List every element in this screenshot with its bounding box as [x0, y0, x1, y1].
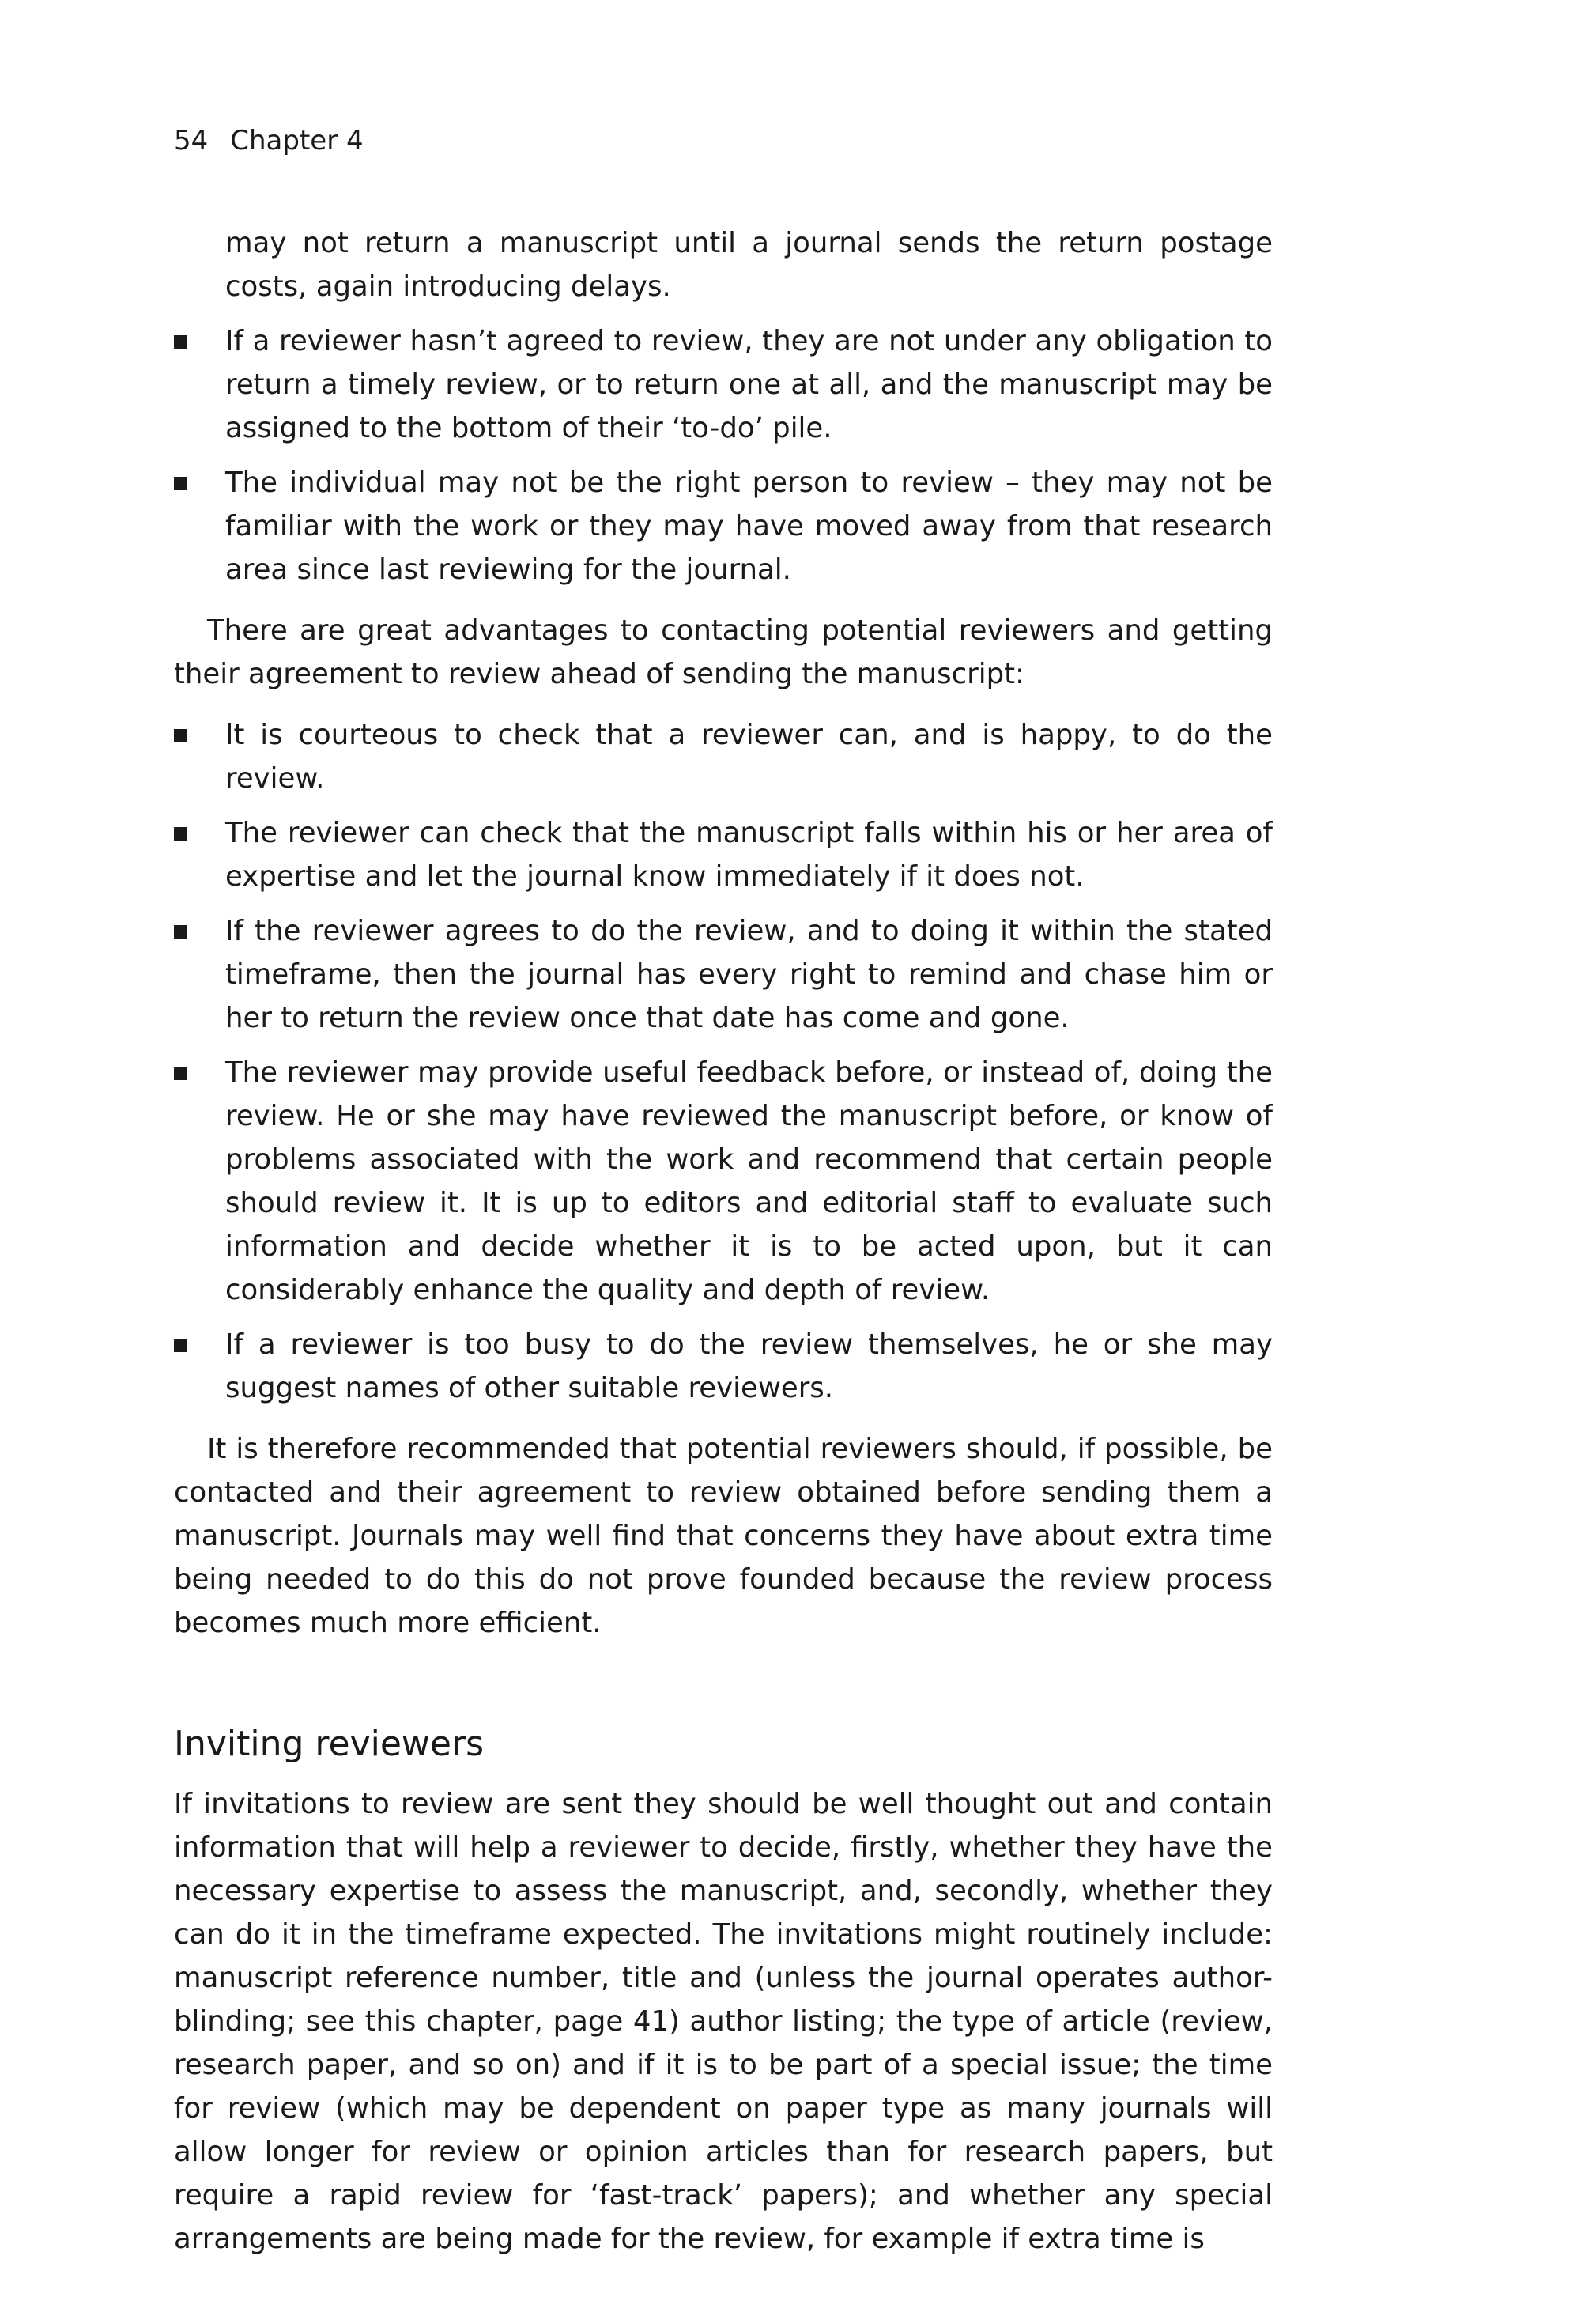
- list-item-text: The reviewer may provide useful feedback before, or instead of, doing the review. He or she may have reviewed the manuscript before, or know of problems associated with the work and recommend that certain people should review it. It is up to editors and editorial staff to evaluate such information and decide whether it is to be acted upon, but it can considerably enhance the quality and depth of review.: [225, 1056, 1273, 1306]
- list-item: [174, 811, 1273, 898]
- chapter-title: Chapter 4: [230, 125, 364, 157]
- list-item: [174, 461, 1273, 591]
- bullet-square-icon: [174, 729, 187, 742]
- book-page: [174, 119, 1273, 2261]
- running-head: [174, 119, 1273, 163]
- list-item-text: If a reviewer is too busy to do the review themselves, he or she may suggest names of other suitable reviewers.: [225, 1328, 1273, 1404]
- bullet-square-icon: [174, 1339, 187, 1352]
- list-item: [174, 1323, 1273, 1410]
- list-item: [174, 909, 1273, 1040]
- bullet-continuation: may not return a manuscript until a journal sends the return postage costs, again introducing delays.: [225, 227, 1273, 303]
- bullet-square-icon: [174, 335, 187, 349]
- list-item-text: If a reviewer hasn’t agreed to review, they are not under any obligation to return a timely review, or to return one at all, and the manuscript may be assigned to the bottom of their ‘to-do’ pile.: [225, 325, 1273, 444]
- paragraph-recommendation: It is therefore recommended that potential reviewers should, if possible, be contacted and their agreement to review obtained before sending them a manuscript. Journals may well find that concerns they have about extra time being needed to do this do not prove founded because the review process becomes much more efficient.: [174, 1433, 1273, 1639]
- list-item-text: If the reviewer agrees to do the review, and to doing it within the stated timeframe, then the journal has every right to remind and chase him or her to return the review once that date has come and gone.: [225, 915, 1273, 1034]
- bullet-square-icon: [174, 827, 187, 841]
- bullet-square-icon: [174, 477, 187, 490]
- bullet-square-icon: [174, 925, 187, 939]
- paragraph-advantages: There are great advantages to contacting potential reviewers and getting their agreement to review ahead of sending the manuscript:: [174, 614, 1273, 690]
- bullet-square-icon: [174, 1067, 187, 1080]
- list-item: [174, 319, 1273, 450]
- list-item: [174, 713, 1273, 800]
- list-item: [174, 1051, 1273, 1312]
- list-item-text: The reviewer can check that the manuscript falls within his or her area of expertise and let the journal know immediately if it does not.: [225, 817, 1273, 893]
- list-item-text: It is courteous to check that a reviewer can, and is happy, to do the review.: [225, 719, 1273, 795]
- body-text: [174, 221, 1273, 2261]
- list-item-text: The individual may not be the right person to review – they may not be familiar with the work or they may have moved away from that research area since last reviewing for the journal.: [225, 467, 1273, 586]
- paragraph-inviting-reviewers: If invitations to review are sent they should be well thought out and contain information that will help a reviewer to decide, firstly, whether they have the necessary expertise to assess the manuscript, and, secondly, whether they can do it in the timeframe expected. The invitations might routinely include: manuscript reference number, title and (unless the journal operates author-blinding; see this chapter, page 41) author listing; the type of article (review, research paper, and so on) and if it is to be part of a special issue; the time for review (which may be dependent on paper type as many journals will allow longer for review or opinion articles than for research papers, but require a rapid review for ‘fast-track’ papers); and whether any special arrangements are being made for the review, for example if extra time is: [174, 1788, 1273, 2255]
- bullet-list-advantages: [174, 713, 1273, 1410]
- section-heading: Inviting reviewers: [174, 1724, 485, 1764]
- bullet-list-risks: [174, 319, 1273, 591]
- page-number: 54: [174, 125, 209, 157]
